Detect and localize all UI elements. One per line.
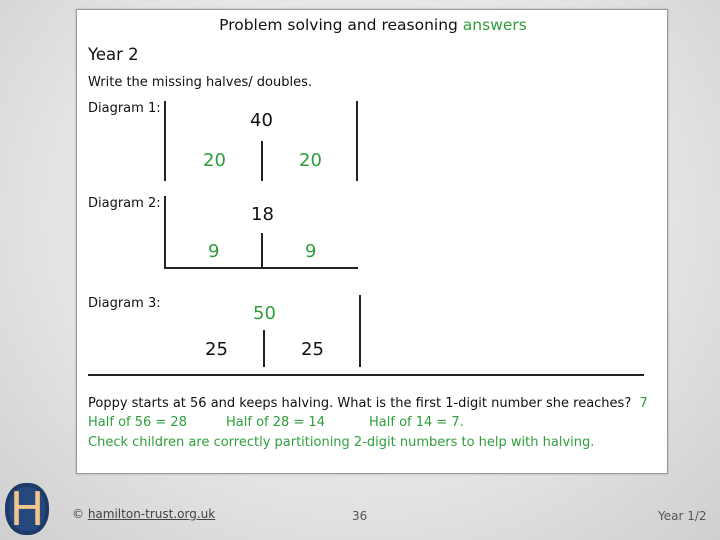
diagram-2-part-left: 9 [208, 241, 220, 262]
title-highlight: answers [462, 16, 527, 34]
hamilton-link[interactable]: hamilton-trust.org.uk [87, 507, 216, 521]
question-answer: 7 [639, 396, 648, 411]
diagram-1-whole: 40 [250, 110, 273, 131]
diagram-3-label: Diagram 3: [88, 296, 161, 311]
halving-step-2: Half of 28 = 14 [226, 415, 325, 430]
diagram-2-whole: 18 [251, 204, 274, 225]
diagram-2-label: Diagram 2: [88, 196, 161, 211]
diagram-2-part-right: 9 [305, 241, 317, 262]
halving-step-3: Half of 14 = 7. [369, 415, 464, 430]
title-prefix: Problem solving and reasoning [219, 16, 463, 34]
logo-letter: H [9, 482, 45, 536]
diagram-3-part-right: 25 [301, 339, 324, 360]
page-number: 36 [352, 509, 368, 523]
hamilton-logo [4, 482, 50, 536]
instruction-text: Write the missing halves/ doubles. [88, 75, 312, 90]
teacher-note: Check children are correctly partitioning 2-digit numbers to help with halving. [88, 435, 595, 450]
year-label: Year 1/2 [658, 509, 707, 523]
diagram-1-part-right: 20 [299, 150, 322, 171]
year-heading: Year 2 [88, 45, 139, 64]
page-title [77, 16, 669, 34]
diagram-1-label: Diagram 1: [88, 101, 161, 116]
diagram-3-divider [263, 330, 265, 367]
diagram-3-whole: 50 [253, 303, 276, 324]
question-line [88, 396, 648, 411]
diagram-2-divider [261, 233, 263, 268]
diagram-3-part-left: 25 [205, 339, 228, 360]
halving-step-1: Half of 56 = 28 [88, 415, 187, 430]
diagram-3-right-border [359, 295, 361, 367]
diagram-2-left-border [164, 196, 166, 268]
copyright-symbol: © [72, 507, 84, 521]
section-divider [88, 374, 644, 376]
diagram-1-right-border [356, 101, 358, 181]
worksheet-card [76, 9, 668, 474]
question-text: Poppy starts at 56 and keeps halving. What is the first 1-digit number she reaches? [88, 396, 632, 411]
copyright-line [72, 507, 215, 521]
diagram-1-part-left: 20 [203, 150, 226, 171]
diagram-1-left-border [164, 101, 166, 181]
diagram-1-divider [261, 141, 263, 181]
